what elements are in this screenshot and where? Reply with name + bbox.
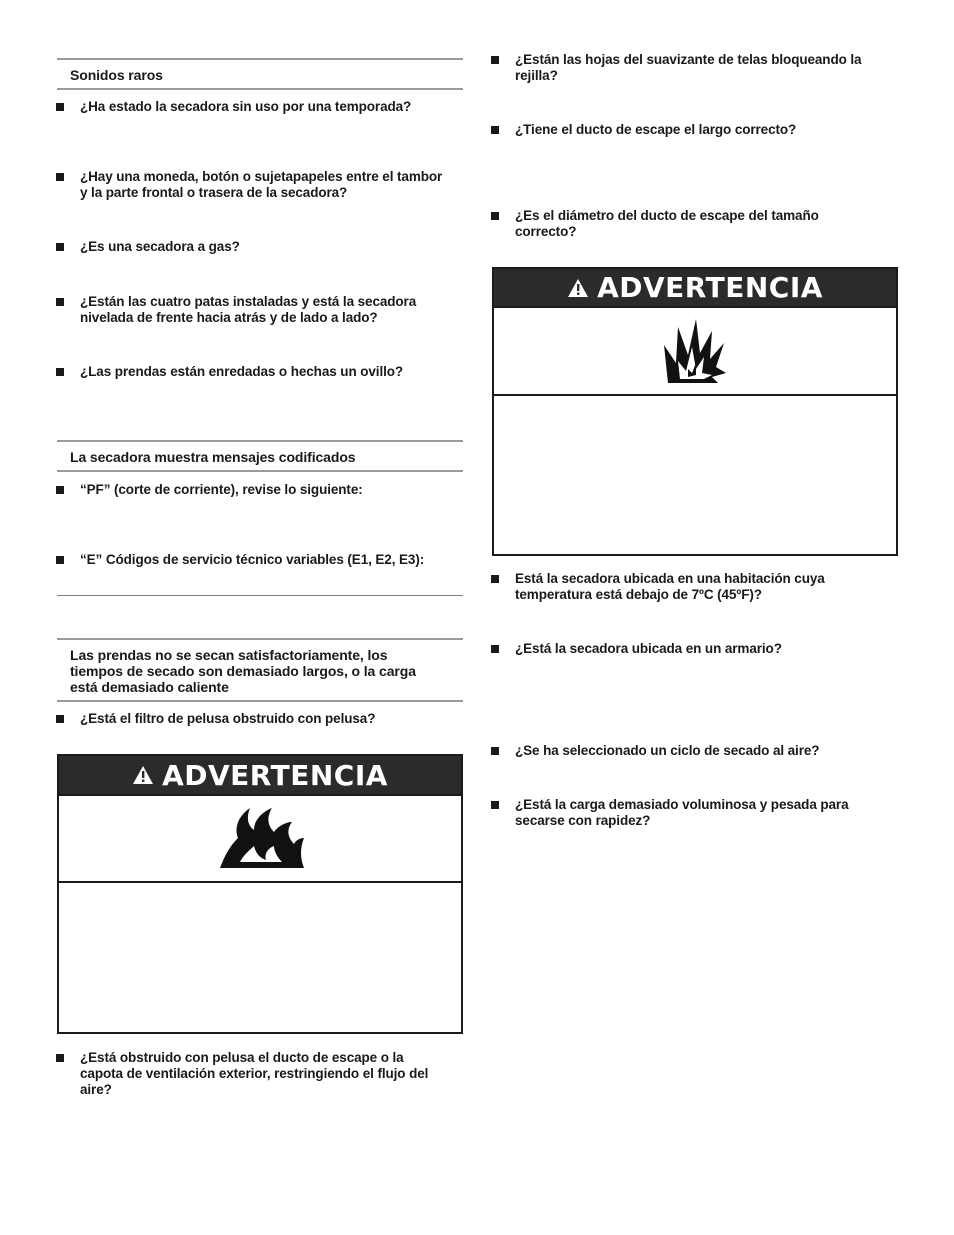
warning-box-explosion	[492, 267, 898, 556]
square-bullet-icon	[491, 212, 499, 220]
square-bullet-icon	[56, 103, 64, 111]
square-bullet-icon	[56, 298, 64, 306]
square-bullet-icon	[491, 575, 499, 583]
section-divider-top	[57, 440, 463, 442]
fire-hazard-icon	[216, 804, 306, 870]
section-heading-sonidos-raros: Sonidos raros	[70, 67, 163, 83]
warning-header	[59, 756, 461, 794]
section-divider-top	[57, 638, 463, 640]
square-bullet-icon	[56, 243, 64, 251]
list-item: Está la secadora ubicada en una habitación cuya temperatura está debajo de 7ºC (45ºF)?	[491, 571, 901, 603]
list-item: ¿Hay una moneda, botón o sujetapapeles entre el tambor y la parte frontal o trasera de la secadora?	[56, 169, 466, 201]
list-item: ¿Se ha seleccionado un ciclo de secado al aire?	[491, 743, 901, 759]
warning-triangle-icon	[567, 278, 589, 298]
square-bullet-icon	[56, 368, 64, 376]
warning-separator	[59, 881, 461, 883]
list-item: “E” Códigos de servicio técnico variables (E1, E2, E3):	[56, 552, 466, 568]
list-item: ¿Están las hojas del suavizante de telas bloqueando la rejilla?	[491, 52, 901, 84]
list-item: ¿Está el filtro de pelusa obstruido con pelusa?	[56, 711, 466, 727]
list-item: ¿Están las cuatro patas instaladas y está la secadora nivelada de frente hacia atrás y de lado a lado?	[56, 294, 466, 326]
section-heading-mensajes-codificados: La secadora muestra mensajes codificados	[70, 449, 356, 465]
warning-separator	[494, 394, 896, 396]
warning-header	[494, 269, 896, 306]
warning-triangle-icon	[132, 765, 154, 785]
square-bullet-icon	[56, 556, 64, 564]
square-bullet-icon	[491, 126, 499, 134]
warning-separator	[59, 794, 461, 796]
square-bullet-icon	[491, 645, 499, 653]
list-item: ¿Es el diámetro del ducto de escape del tamaño correcto?	[491, 208, 901, 240]
list-item: ¿Las prendas están enredadas o hechas un ovillo?	[56, 364, 466, 380]
square-bullet-icon	[56, 1054, 64, 1062]
warning-label: ADVERTENCIA	[597, 271, 823, 304]
list-item: ¿Está la carga demasiado voluminosa y pesada para secarse con rapidez?	[491, 797, 901, 829]
square-bullet-icon	[56, 715, 64, 723]
list-item: ¿Es una secadora a gas?	[56, 239, 466, 255]
square-bullet-icon	[491, 801, 499, 809]
explosion-hazard-icon	[662, 317, 728, 385]
list-item: ¿Ha estado la secadora sin uso por una temporada?	[56, 99, 466, 115]
list-item: “PF” (corte de corriente), revise lo siguiente:	[56, 482, 466, 498]
section-heading-prendas-no-se-secan: Las prendas no se secan satisfactoriamente, los tiempos de secado son demasiado largos, o la carga está demasiado caliente	[70, 647, 416, 695]
section-divider-top	[57, 58, 463, 60]
warning-separator	[494, 306, 896, 308]
section-divider	[57, 595, 463, 596]
section-divider-bottom	[57, 88, 463, 90]
warning-box-fire	[57, 754, 463, 1034]
square-bullet-icon	[491, 747, 499, 755]
list-item: ¿Está obstruido con pelusa el ducto de escape o la capota de ventilación exterior, restringiendo el flujo del aire?	[56, 1050, 466, 1098]
list-item: ¿Tiene el ducto de escape el largo correcto?	[491, 122, 901, 138]
list-item: ¿Está la secadora ubicada en un armario?	[491, 641, 901, 657]
square-bullet-icon	[56, 173, 64, 181]
section-divider-bottom	[57, 700, 463, 702]
section-divider-bottom	[57, 470, 463, 472]
square-bullet-icon	[56, 486, 64, 494]
warning-label: ADVERTENCIA	[162, 758, 388, 792]
square-bullet-icon	[491, 56, 499, 64]
